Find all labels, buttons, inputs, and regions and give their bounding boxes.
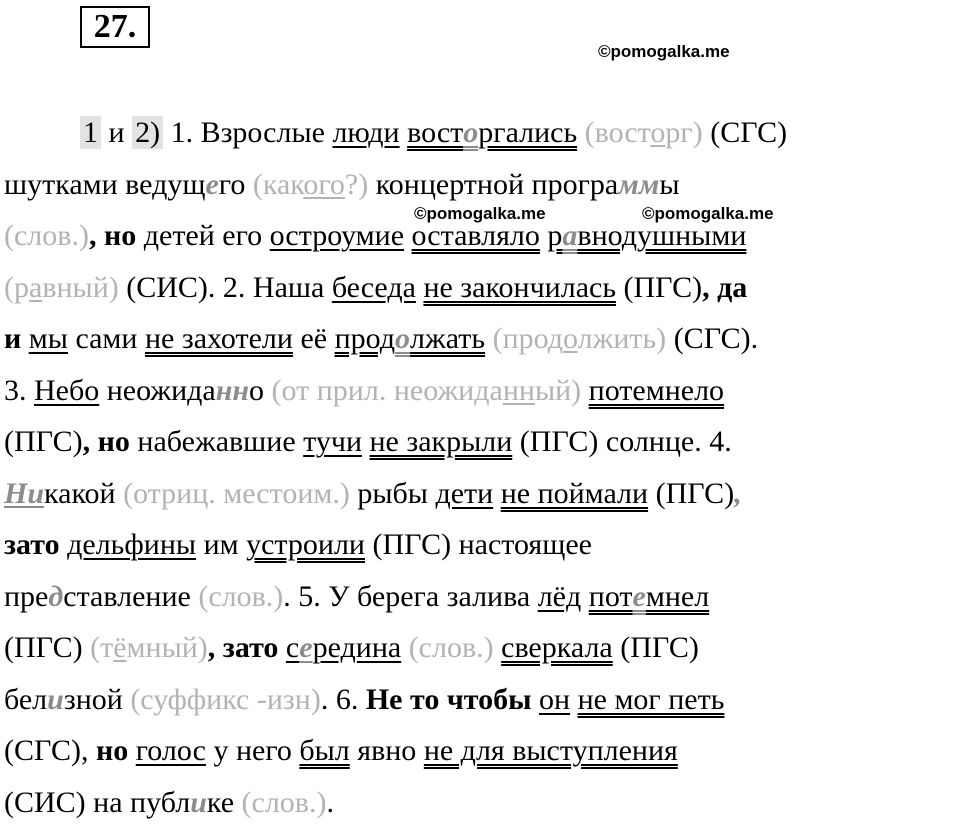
predicate-segment: вост [407,116,463,149]
text-segment [494,631,502,664]
text-segment [401,631,409,664]
text-segment: неожида [99,374,215,407]
predicate-segment: устроили [246,528,365,561]
conjunction-segment: е [205,168,218,201]
text-segment: (СГС) [703,116,787,149]
conjunction-segment: Не то чтобы [366,683,532,716]
annotation-segment: нн [503,374,535,407]
text-segment: 3. [4,374,34,407]
annotation-segment: лжить) [578,322,667,355]
text-line [4,262,956,314]
predicate-segment: не мог петь [578,683,725,716]
predicate-segment: е [633,580,646,613]
annotation-segment: вный) [42,271,118,304]
watermark: ©pomogalka.me [642,204,774,224]
text-segment: . 5. У берега залива [283,580,537,613]
predicate-segment: не захотели [145,322,293,355]
annotation-segment: мный) [127,631,208,664]
watermark: ©pomogalka.me [414,204,546,224]
conjunction-segment: д [48,580,63,613]
predicate-segment: мнел [646,580,709,613]
text-segment: . [326,786,334,819]
predicate-segment: ргались [478,116,577,149]
subject-segment: беседа [332,271,416,304]
text-segment: бел [4,683,47,716]
text-segment: сами [68,322,145,355]
text-segment: . 6. [321,683,366,716]
text-segment: (СГС), [4,734,96,767]
predicate-segment: не поймали [501,477,648,510]
annotation-segment: (р [4,271,29,304]
text-segment: концертной програ [368,168,618,201]
text-segment: 1 [80,116,101,149]
text-line [4,313,956,365]
text-line [4,416,956,468]
text-line [4,725,956,777]
annotation-segment: (т [90,631,113,664]
text-line [4,622,956,674]
annotation-segment: (суффикс -изн) [130,683,321,716]
conjunction-segment: , зато [208,631,279,664]
subject-segment: он [539,683,570,716]
text-segment: (СГС). [666,322,758,355]
watermark: ©pomogalka.me [598,42,730,62]
annotation-segment: ё [113,631,126,664]
conjunction-segment: , [734,477,742,510]
annotation-segment: (прод [485,322,563,355]
text-line [4,777,956,828]
text-segment [581,374,589,407]
subject-segment: голос [136,734,206,767]
subject-segment: редина [313,631,402,664]
text-segment: ке [207,786,242,819]
exercise-number-box: 27. [80,6,150,48]
text-segment: (ПГС) [613,631,699,664]
text-segment: (ПГС) [616,271,702,304]
text-line [4,519,956,571]
subject-segment: люди [332,116,399,149]
text-segment: зной [64,683,130,716]
predicate-segment: о [395,322,410,355]
text-segment: ставление [63,580,198,613]
text-segment: рыбы [350,477,436,510]
text-segment: (ПГС) солнце. 4. [512,425,731,458]
text-segment [581,580,589,613]
text-segment [60,528,68,561]
annotation-segment: (слов.) [409,631,494,664]
text-line [4,571,956,623]
subject-segment: тучи [303,425,362,458]
text-line [4,674,956,726]
annotation-segment: (слов.) [4,219,89,252]
annotation-segment: (слов.) [198,580,283,613]
text-segment [362,425,370,458]
subject-segment: остроумие [270,219,404,252]
conjunction-segment: нн [216,374,249,407]
annotation-segment: (от прил. неожида [272,374,503,407]
predicate-segment: внодушными [577,219,746,252]
conjunction-segment: Ни [4,477,44,510]
text-segment: (ПГС) [4,631,90,664]
text-segment: у него [206,734,299,767]
text-segment: го [219,168,253,201]
annotation-segment: ый) [535,374,581,407]
conjunction-segment: зато [4,528,60,561]
text-segment: её [293,322,335,355]
text-segment [570,683,578,716]
text-segment: им [196,528,246,561]
exercise-text [4,107,956,828]
text-segment: (ПГС) [648,477,734,510]
text-segment [532,683,540,716]
subject-segment: с [286,631,299,664]
text-segment: и [101,116,132,149]
annotation-segment: (как [253,168,303,201]
text-segment: 1. Взрослые [163,116,332,149]
conjunction-segment: и [190,786,207,819]
text-segment: ы [659,168,679,201]
predicate-segment: а [562,219,577,252]
predicate-segment: не закончилась [423,271,616,304]
annotation-segment: о [563,322,578,355]
text-segment [21,322,29,355]
subject-segment: мы [29,322,68,355]
annotation-segment: а [29,271,42,304]
predicate-segment: оставляло [412,219,540,252]
predicate-segment: сверкала [501,631,613,664]
conjunction-segment: и [4,322,21,355]
predicate-segment: был [299,734,349,767]
conjunction-segment: мм [618,168,659,201]
text-line [4,365,956,417]
subject-segment: дети [435,477,493,510]
subject-segment: лёд [538,580,582,613]
text-segment: набежавшие [130,425,303,458]
subject-segment: дельфины [67,528,196,561]
annotation-segment: (вост [577,116,650,149]
annotation-segment: о [650,116,665,149]
predicate-segment: потемнело [589,374,724,407]
text-line [4,468,956,520]
text-line [4,159,956,211]
text-line [4,107,956,159]
conjunction-segment: , но [89,219,136,252]
predicate-segment: лжать [410,322,485,355]
annotation-segment: (слов.) [242,786,327,819]
text-segment [404,219,412,252]
text-segment: о [249,374,272,407]
text-segment: (ПГС) настоящее [365,528,592,561]
text-segment: какой [44,477,123,510]
predicate-segment: не закрыли [370,425,513,458]
predicate-segment: прод [335,322,395,355]
text-segment [493,477,501,510]
annotation-segment: (отриц. местоим.) [123,477,350,510]
text-segment [278,631,286,664]
text-segment [128,734,136,767]
conjunction-segment: , да [702,271,747,304]
text-segment: (СИС). 2. Наша [119,271,332,304]
conjunction-segment: и [47,683,64,716]
text-segment: явно [350,734,424,767]
predicate-segment: р [547,219,562,252]
conjunction-segment: но [96,734,128,767]
conjunction-segment: , но [83,425,130,458]
subject-segment: е [299,631,312,664]
annotation-segment: рг) [665,116,702,149]
predicate-segment: не для выступления [424,734,678,767]
text-line [4,210,956,262]
text-segment: 2) [132,116,163,149]
subject-segment: Небо [34,374,99,407]
text-segment: (ПГС) [4,425,83,458]
text-segment [400,116,408,149]
text-segment: шутками ведущ [4,168,205,201]
annotation-segment: ?) [345,168,368,201]
annotation-segment: ого [303,168,345,201]
predicate-segment: пот [589,580,633,613]
text-segment: пре [4,580,48,613]
predicate-segment: о [463,116,478,149]
text-segment: (СИС) на публ [4,786,190,819]
text-segment: детей его [136,219,269,252]
